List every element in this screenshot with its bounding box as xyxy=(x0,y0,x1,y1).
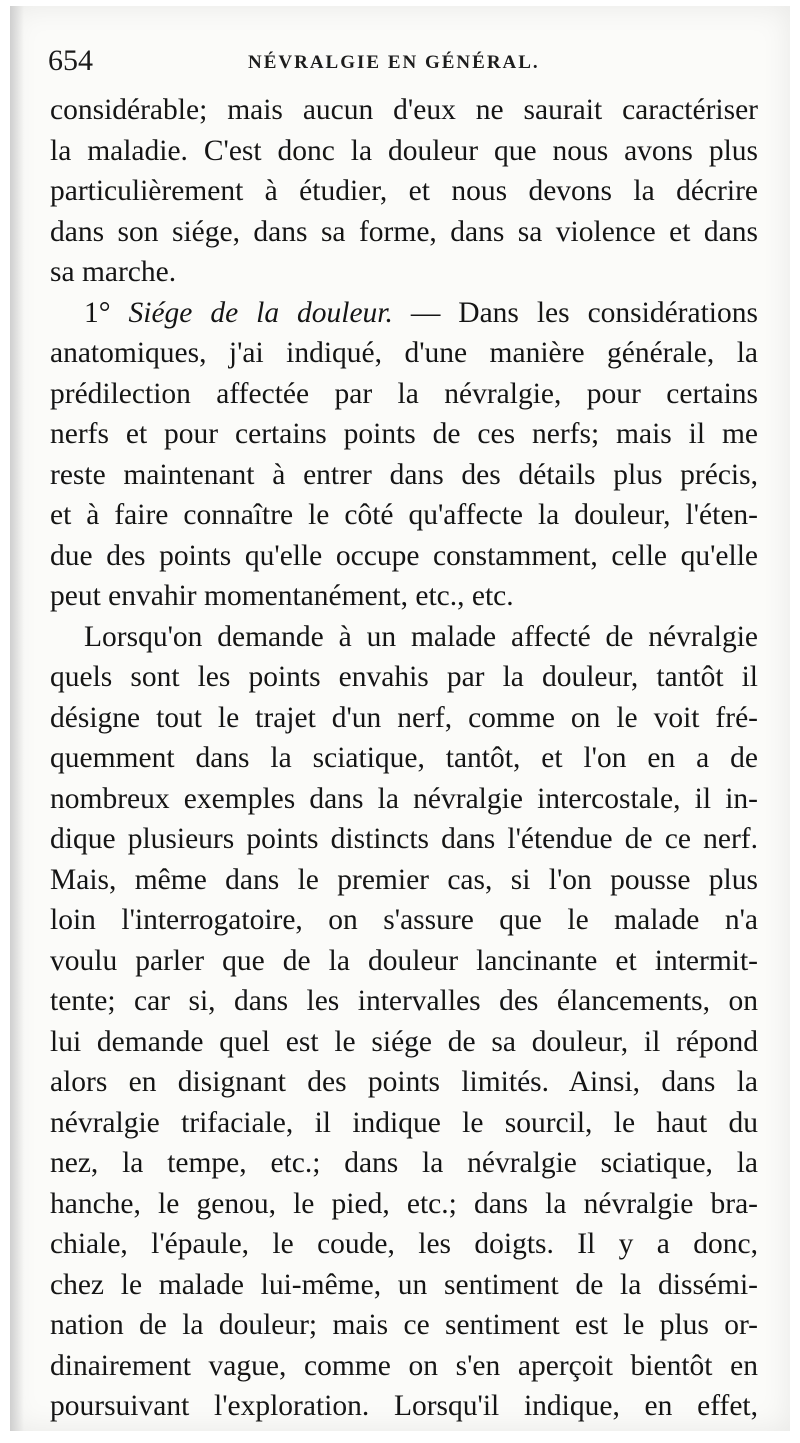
text-line: désigne tout le trajet d'un nerf, comme on le voit fré- xyxy=(50,701,758,734)
text-line: prédilection affectée par la névralgie, pour certains xyxy=(50,377,758,410)
text-line: quemment dans la sciatique, tantôt, et l'on en a de xyxy=(50,742,758,774)
text-line: nation de la douleur; mais ce sentiment est le plus or- xyxy=(50,1309,758,1341)
section-heading-line xyxy=(50,293,758,334)
text-line: la maladie. C'est donc la douleur que nous avons plus xyxy=(50,134,758,167)
text-line: alors en disignant des points limités. Ainsi, dans la xyxy=(50,1066,758,1098)
text-line: chiale, l'épaule, le coude, les doigts. Il y a donc, xyxy=(50,1228,758,1260)
text-line: hanche, le genou, le pied, etc.; dans la névralgie bra- xyxy=(50,1187,758,1220)
text-line: particulièrement à étudier, et nous devons la décrire xyxy=(50,175,758,207)
text-line: quels sont les points envahis par la douleur, tantôt il xyxy=(50,661,758,693)
text-line: sa marche. xyxy=(50,256,177,288)
text-line: peut envahir momentanément, etc., etc. xyxy=(50,580,514,612)
text-line: anatomiques, j'ai indiqué, d'une manière générale, la xyxy=(50,337,758,369)
book-page xyxy=(10,6,790,1431)
text-line: tente; car si, dans les intervalles des élancements, on xyxy=(50,985,758,1017)
section-title: Siége de la douleur. xyxy=(128,296,393,329)
text-line: nombreux exemples dans la névralgie intercostale, il in- xyxy=(50,782,758,815)
section-number: 1° xyxy=(84,296,129,329)
text-line: dique plusieurs points distincts dans l'étendue de ce nerf. xyxy=(50,823,758,855)
text-line: chez le malade lui-même, un sentiment de la dissémi- xyxy=(50,1268,758,1301)
text-line: reste maintenant à entrer dans des détails plus précis, xyxy=(50,458,758,491)
page-number: 654 xyxy=(48,44,93,77)
text-line: considérable; mais aucun d'eux ne saurait caractériser xyxy=(50,94,758,126)
text-line: due des points qu'elle occupe constamment, celle qu'elle xyxy=(50,539,758,572)
page-gutter-shadow xyxy=(10,6,24,1431)
page-header xyxy=(48,44,748,84)
text-line: névralgie trifaciale, il indique le sourcil, le haut du xyxy=(50,1106,758,1139)
text-line: Mais, même dans le premier cas, si l'on pousse plus xyxy=(50,863,758,896)
text-line: poursuivant l'exploration. Lorsqu'il indique, en effet, xyxy=(50,1390,758,1422)
body-text xyxy=(50,90,758,1427)
text-line: loin l'interrogatoire, on s'assure que le malade n'a xyxy=(50,904,758,936)
text-line: dans son siége, dans sa forme, dans sa violence et dans xyxy=(50,215,758,248)
text-line: Lorsqu'on demande à un malade affecté de névralgie xyxy=(84,620,758,653)
text-line: et à faire connaître le côté qu'affecte la douleur, l'éten- xyxy=(50,499,758,531)
text-line: lui demande quel est le siége de sa douleur, il répond xyxy=(50,1025,758,1058)
text-line: nez, la tempe, etc.; dans la névralgie sciatique, la xyxy=(50,1147,758,1179)
section-heading-rest: — Dans les considérations xyxy=(392,296,758,329)
text-line: dinairement vague, comme on s'en aperçoit bientôt en xyxy=(50,1349,758,1382)
text-line: nerfs et pour certains points de ces nerfs; mais il me xyxy=(50,418,758,450)
text-line: voulu parler que de la douleur lancinante et intermit- xyxy=(50,944,758,977)
running-head: NÉVRALGIE EN GÉNÉRAL. xyxy=(248,52,540,73)
